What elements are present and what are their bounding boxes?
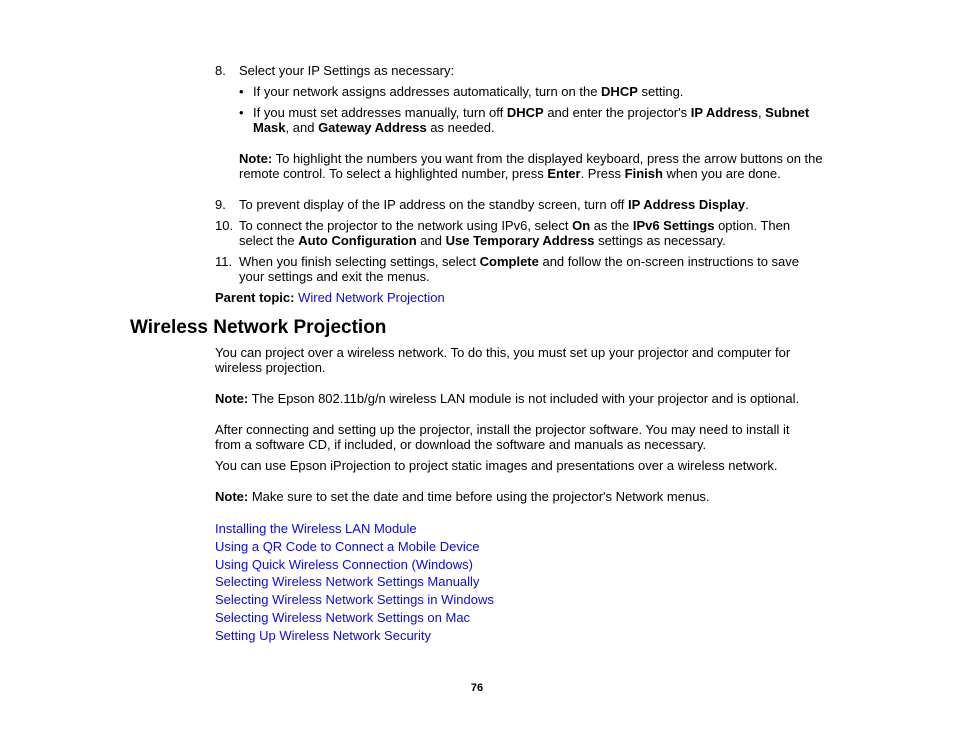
link-wireless-settings-windows[interactable]: Selecting Wireless Network Settings in Windows	[215, 592, 494, 607]
section-heading: Wireless Network Projection	[130, 317, 387, 338]
page-number: 76	[470, 682, 484, 694]
link-wireless-settings-mac[interactable]: Selecting Wireless Network Settings on Mac	[215, 610, 471, 625]
bullet-icon: •	[239, 105, 244, 120]
step-9-text: To prevent display of the IP address on the standby screen, turn off IP Address Display.	[239, 197, 749, 212]
step-10-text: To connect the projector to the network using IPv6, select On as the IPv6 Settings option. Then select the Auto Configuration and Use Temporary Address settings as necessary.	[239, 218, 791, 248]
link-installing-wireless-lan-module[interactable]: Installing the Wireless LAN Module	[215, 521, 417, 536]
step-9-number: 9.	[215, 197, 226, 212]
step-11-number: 11.	[215, 254, 233, 269]
section-paragraph-2: After connecting and setting up the projector, install the projector software. You may need to install it from a software CD, if included, or download the software and manuals as necessary.	[215, 422, 790, 452]
bullet-icon: •	[239, 84, 244, 99]
section-paragraph-3: You can use Epson iProjection to project static images and presentations over a wireless network.	[215, 458, 778, 473]
step-10-number: 10.	[215, 218, 234, 233]
step-8-bullet-1: If your network assigns addresses automatically, turn on the DHCP setting.	[253, 84, 684, 99]
link-quick-wireless-connection[interactable]: Using Quick Wireless Connection (Windows)	[215, 557, 473, 572]
link-wireless-settings-manually[interactable]: Selecting Wireless Network Settings Manually	[215, 574, 480, 589]
section-note-2: Note: Make sure to set the date and time before using the projector's Network menus.	[215, 489, 710, 504]
step-8-note: Note: To highlight the numbers you want from the displayed keyboard, press the arrow buttons on the remote control. To select a highlighted number, press Enter. Press Finish when you are done.	[239, 151, 823, 181]
step-8-bullet-2: If you must set addresses manually, turn off DHCP and enter the projector's IP Address, Subnet Mask, and Gateway Address as needed.	[253, 105, 810, 135]
link-qr-code-mobile-device[interactable]: Using a QR Code to Connect a Mobile Device	[215, 539, 480, 554]
step-11-text: When you finish selecting settings, select Complete and follow the on-screen instructions to save your settings and exit the menus.	[239, 254, 799, 284]
link-wireless-network-security[interactable]: Setting Up Wireless Network Security	[215, 628, 432, 643]
step-8-text: Select your IP Settings as necessary:	[239, 63, 455, 78]
section-note-1: Note: The Epson 802.11b/g/n wireless LAN module is not included with your projector and is optional.	[215, 391, 800, 406]
step-8-number: 8.	[215, 63, 226, 78]
parent-topic: Parent topic: Wired Network Projection	[215, 290, 445, 305]
section-intro: You can project over a wireless network. To do this, you must set up your projector and computer for wireless projection.	[215, 345, 791, 375]
parent-topic-link[interactable]: Wired Network Projection	[298, 290, 445, 305]
